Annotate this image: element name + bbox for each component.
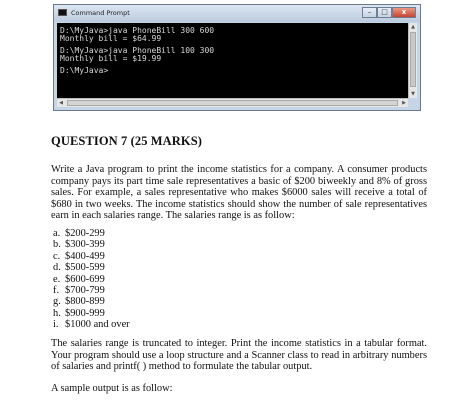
list-item-text: $400-499 [65,250,105,262]
question-title: QUESTION 7 (25 MARKS) [51,134,203,148]
list-marker: a. [53,228,61,239]
list-item-text: $600-699 [65,273,105,285]
command-prompt-window [53,4,421,111]
list-item [53,296,130,307]
list-item-text: $1000 and over [65,319,130,331]
console-output[interactable] [57,23,417,98]
scroll-down-arrow-icon[interactable]: ▼ [411,91,415,97]
list-item-text: $200-299 [65,228,105,239]
list-marker: f. [53,285,60,297]
intro-paragraph: Write a Java program to print the income statistics for a company. A consumer products company pays its part time sale representatives a basic of $200 biweekly and 8% of gross sales. For example, a sales representative who makes $6000 sales will receive a total of $680 in two weeks. The income statistics should show the number of sale representatives earn in each salaries range. The salaries range is as follow: [51,164,427,222]
scroll-thumb[interactable] [410,32,416,87]
list-marker: d. [53,262,61,274]
console-line: D:\MyJava>java PhoneBill 300 600 [60,26,215,35]
list-marker: i. [53,319,59,331]
list-marker: g. [53,296,61,308]
list-item [53,262,130,273]
scroll-up-arrow-icon[interactable]: ▲ [411,24,415,30]
list-item [53,274,130,285]
maximize-button[interactable]: □ [377,7,392,18]
list-item-text: $800-899 [65,296,105,308]
list-marker: c. [53,250,61,262]
list-marker: b. [53,239,61,251]
list-item-text: $500-599 [65,262,105,274]
window-titlebar[interactable] [54,5,420,22]
salary-range-list [53,228,130,331]
list-item-text: $900-999 [65,307,105,319]
list-item [53,285,130,296]
list-item-text: $300-399 [65,239,105,251]
list-item-text: $700-799 [65,285,105,297]
console-line: D:\MyJava> [60,66,109,75]
close-button[interactable]: x [392,7,416,18]
console-line: Monthly bill = $64.99 [60,34,162,43]
list-item [53,308,130,319]
console-line: Monthly bill = $19.99 [60,54,162,63]
list-marker: e. [53,273,61,285]
minimize-button[interactable]: – [362,7,377,18]
vertical-scrollbar[interactable] [408,23,417,98]
list-item [53,319,130,330]
list-item [53,239,130,250]
list-item [53,228,130,239]
sample-output-label: A sample output is as follow: [51,383,173,394]
scroll-left-arrow-icon[interactable]: ◀ [59,100,63,106]
list-marker: h. [53,307,61,319]
scroll-thumb[interactable] [67,100,398,106]
command-prompt-icon [58,9,67,16]
horizontal-scrollbar[interactable] [57,98,408,107]
window-title: Command Prompt [71,9,130,17]
instructions-paragraph: The salaries range is truncated to integer. Print the income statistics in a tabular format. Your program should use a loop structure and a Scanner class to read in arbitrary numbers of salaries and printf( ) method to formulate the tabular output. [51,338,427,373]
scroll-right-arrow-icon[interactable]: ▶ [402,100,406,106]
list-item [53,251,130,262]
console-line: D:\MyJava>java PhoneBill 100 300 [60,46,215,55]
window-controls [362,7,416,18]
